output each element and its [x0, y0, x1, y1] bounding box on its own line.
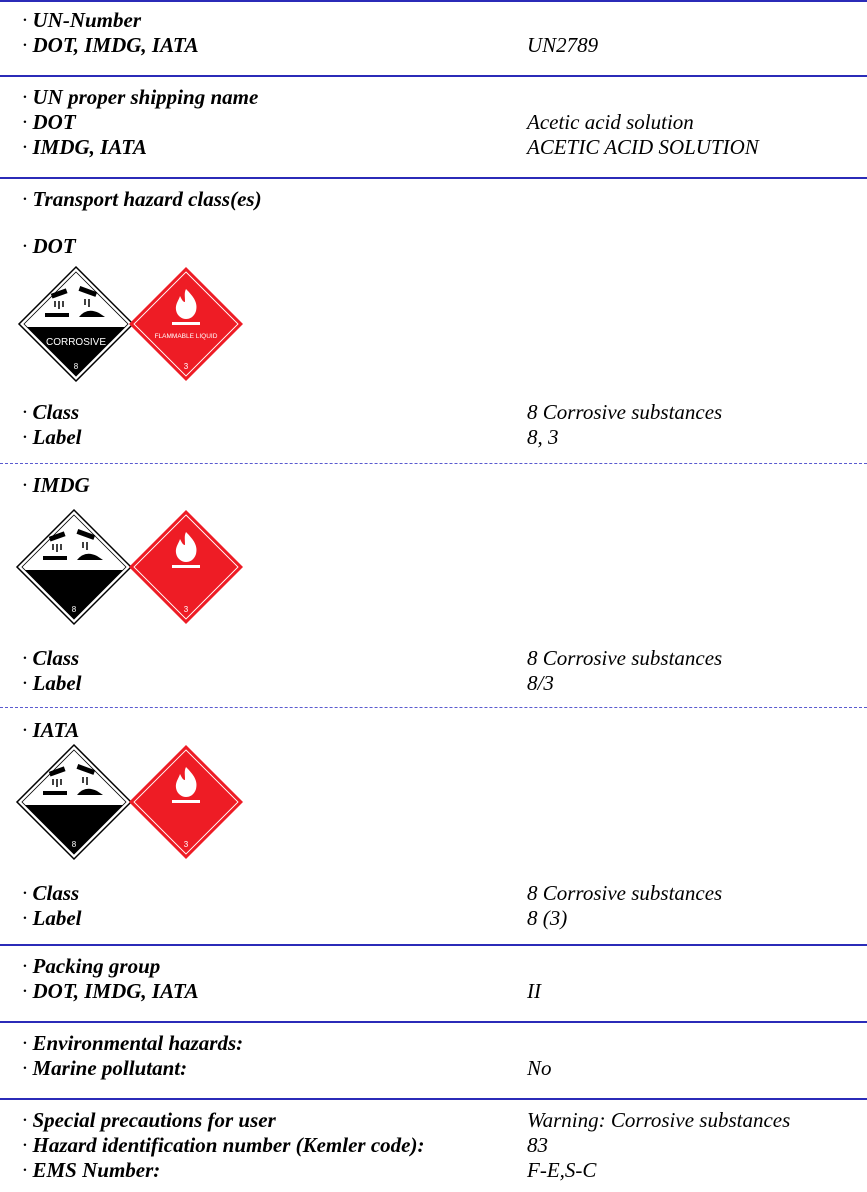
shipping-name-imdg-label: · IMDG, IATA [22, 135, 147, 159]
un-number-value: UN2789 [527, 33, 599, 57]
marine-pollutant-label: · Marine pollutant: [22, 1056, 188, 1080]
flammable-placard-icon [127, 265, 245, 383]
shipping-name-heading: · UN proper shipping name [22, 85, 259, 109]
flammable-number: 3 [183, 362, 189, 371]
iata-class-label: · Class [22, 881, 80, 905]
shipping-name-dot-label: · DOT [22, 110, 76, 134]
imdg-label-label: · Label [22, 671, 82, 695]
flammable-number: 3 [183, 840, 189, 849]
kemler-code-value: 83 [527, 1133, 548, 1157]
corrosive-placard-icon [17, 265, 135, 383]
corrosive-text: CORROSIVE [45, 337, 107, 348]
corrosive-placard-icon [15, 743, 133, 861]
packing-group-row-label: · DOT, IMDG, IATA [22, 979, 199, 1003]
dot-label-label: · Label [22, 425, 82, 449]
environmental-heading: · Environmental hazards: [22, 1031, 244, 1055]
special-precautions-label: · Special precautions for user [22, 1108, 276, 1132]
section-rule [0, 944, 867, 946]
flammable-number: 3 [183, 605, 189, 614]
flammable-placard-icon [127, 508, 245, 626]
section-rule [0, 75, 867, 77]
section-rule [0, 1021, 867, 1023]
kemler-code-label: · Hazard identification number (Kemler code): [22, 1133, 425, 1157]
imdg-heading: · IMDG [22, 473, 90, 497]
imdg-class-value: 8 Corrosive substances [527, 646, 723, 670]
section-rule [0, 1098, 867, 1100]
ems-number-label: · EMS Number: [22, 1158, 161, 1182]
corrosive-number: 8 [71, 605, 77, 614]
un-number-heading: · UN-Number [22, 8, 141, 32]
hazard-class-heading: · Transport hazard class(es) [22, 187, 262, 211]
shipping-name-dot-value: Acetic acid solution [527, 110, 694, 134]
un-number-row-label: · DOT, IMDG, IATA [22, 33, 199, 57]
dot-heading: · DOT [22, 234, 76, 258]
dashed-divider [0, 707, 867, 708]
iata-label-label: · Label [22, 906, 82, 930]
dot-class-label: · Class [22, 400, 80, 424]
section-rule [0, 177, 867, 179]
flammable-placard-icon [127, 743, 245, 861]
iata-label-value: 8 (3) [527, 906, 568, 930]
shipping-name-imdg-value: ACETIC ACID SOLUTION [527, 135, 759, 159]
flammable-text: FLAMMABLE LIQUID [154, 333, 218, 340]
special-precautions-value: Warning: Corrosive substances [527, 1108, 791, 1132]
dot-class-value: 8 Corrosive substances [527, 400, 723, 424]
dashed-divider [0, 463, 867, 464]
marine-pollutant-value: No [527, 1056, 552, 1080]
section-rule [0, 0, 867, 2]
ems-number-value: F-E,S-C [527, 1158, 597, 1182]
dot-label-value: 8, 3 [527, 425, 559, 449]
corrosive-number: 8 [73, 362, 79, 371]
packing-group-value: II [527, 979, 541, 1003]
iata-heading: · IATA [22, 718, 80, 742]
corrosive-placard-icon [15, 508, 133, 626]
iata-class-value: 8 Corrosive substances [527, 881, 723, 905]
packing-group-heading: · Packing group [22, 954, 161, 978]
imdg-label-value: 8/3 [527, 671, 554, 695]
imdg-class-label: · Class [22, 646, 80, 670]
corrosive-number: 8 [71, 840, 77, 849]
